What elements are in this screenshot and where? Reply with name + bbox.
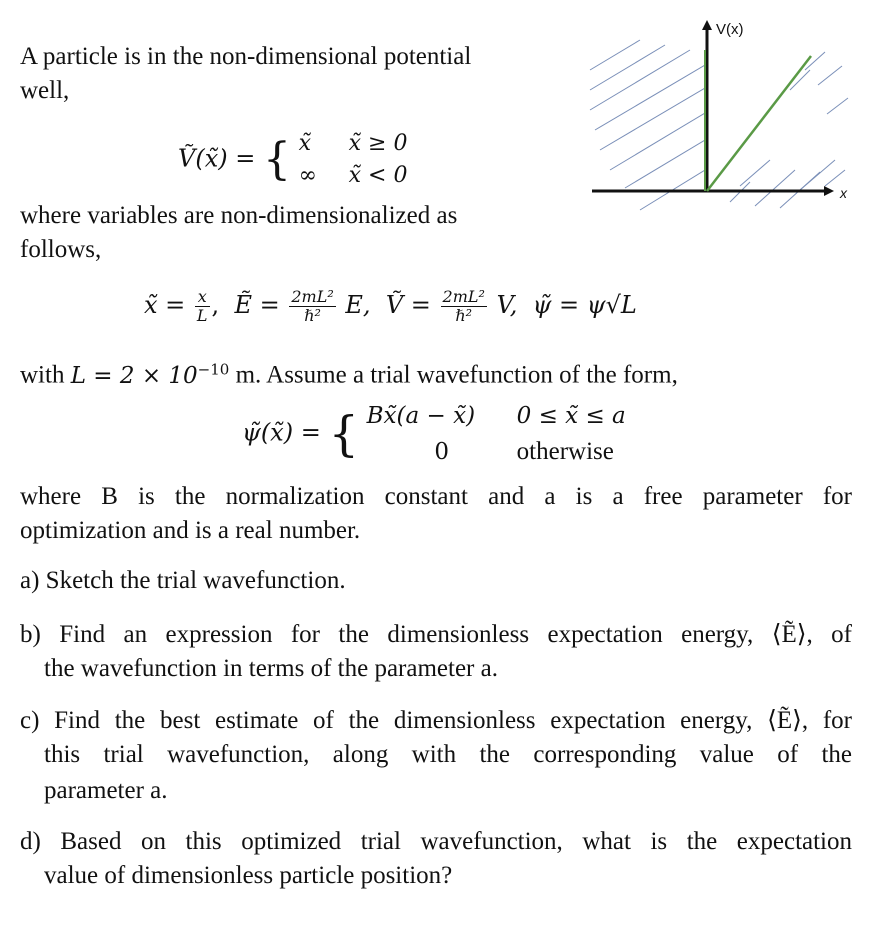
def-e-num: 2mL² — [291, 287, 334, 306]
x-axis-label: x — [840, 185, 847, 201]
def-x-den: L — [196, 306, 208, 325]
trial-equation — [242, 398, 626, 470]
def-e-den: ℏ² — [304, 306, 321, 325]
y-axis-arrow — [702, 20, 712, 30]
trial-case2-expr: 0 — [434, 439, 449, 465]
linear-potential-line — [707, 56, 811, 191]
def-e-fraction — [289, 288, 335, 325]
question-c-line-3: parameter a. — [44, 777, 168, 804]
nondim-line-2: follows, — [20, 236, 102, 263]
trial-case2-cond: otherwise — [516, 438, 614, 465]
def-v-den: ℏ² — [455, 306, 473, 325]
def-x-fraction — [195, 288, 210, 325]
intro-line-2: well, — [20, 77, 70, 104]
y-axis-label: V(x) — [716, 21, 744, 38]
length-line — [20, 352, 678, 393]
length-exponent: −10 — [197, 360, 230, 378]
intro-line-1: A particle is in the non-dimensional potential — [20, 43, 472, 70]
def-v-var: V, — [496, 291, 518, 319]
potential-case2-expr: ∞ — [298, 163, 317, 188]
question-d-line-2: value of dimensionless particle position? — [44, 862, 453, 889]
trial-case1-expr: Bx̃(a − x̃) — [366, 403, 476, 429]
def-e-lhs: Ẽ = — [234, 291, 280, 319]
potential-lhs: Ṽ(x̃) = — [178, 144, 256, 173]
potential-case1-expr: x̃ — [298, 131, 312, 156]
def-v-num: 2mL² — [442, 287, 485, 306]
question-c-line-1: c) Find the best estimate of the dimensionless expectation energy, ⟨Ẽ⟩, for — [20, 707, 852, 734]
left-wall-hatching — [590, 40, 705, 210]
length-value-text: L = 2 × 10 — [70, 362, 198, 389]
potential-case1-cond: x̃ ≥ 0 — [348, 131, 408, 156]
question-d-line-1: d) Based on this optimized trial wavefunction, what is the expectation — [20, 828, 852, 855]
length-suffix: m. Assume a trial wavefunction of the form, — [235, 361, 678, 389]
definitions-equation: x̃ = $\frac{x}{L}$ , Ẽ = $\frac{\text{2mL²}}{\text{ℏ²}}$ E, Ṽ = $\frac{\text{2mL²}}{\text{ℏ²}}$ V, ψ̃ = ψ√L — [144, 287, 637, 325]
def-x-lhs: x̃ = — [144, 291, 186, 319]
trial-brace: { — [328, 406, 360, 462]
right-hatching — [730, 52, 848, 208]
def-v-lhs: Ṽ = — [385, 291, 431, 319]
trial-lhs: ψ̃(x̃) = — [242, 418, 321, 447]
def-x-num: x — [195, 288, 210, 307]
trial-case1-cond: 0 ≤ x̃ ≤ a — [516, 403, 626, 429]
trial-cases — [367, 398, 626, 470]
potential-equation — [178, 128, 407, 192]
length-value — [70, 360, 230, 389]
question-a: a) Sketch the trial wavefunction. — [20, 567, 346, 594]
norm-line-2: optimization and is a real number. — [20, 517, 361, 544]
question-b-line-2: the wavefunction in terms of the parameter a. — [44, 655, 498, 682]
question-c-line-2: this trial wavefunction, along with the corresponding value of the — [44, 741, 852, 768]
potential-figure — [580, 10, 870, 220]
norm-line-1: where B is the normalization constant and a is a free parameter for — [20, 483, 852, 510]
nondim-line-1: where variables are non-dimensionalized as — [20, 202, 458, 229]
potential-brace: { — [262, 134, 291, 185]
def-psi: ψ̃ = ψ√L — [532, 291, 637, 319]
question-b-line-1: b) Find an expression for the dimensionless expectation energy, ⟨Ẽ⟩, of — [20, 621, 852, 648]
x-axis-arrow — [824, 186, 834, 196]
potential-cases — [299, 128, 408, 192]
def-e-var: E, — [345, 291, 371, 319]
def-v-fraction — [441, 288, 487, 325]
length-prefix: with — [20, 361, 65, 389]
potential-case2-cond: x̃ < 0 — [348, 163, 408, 188]
